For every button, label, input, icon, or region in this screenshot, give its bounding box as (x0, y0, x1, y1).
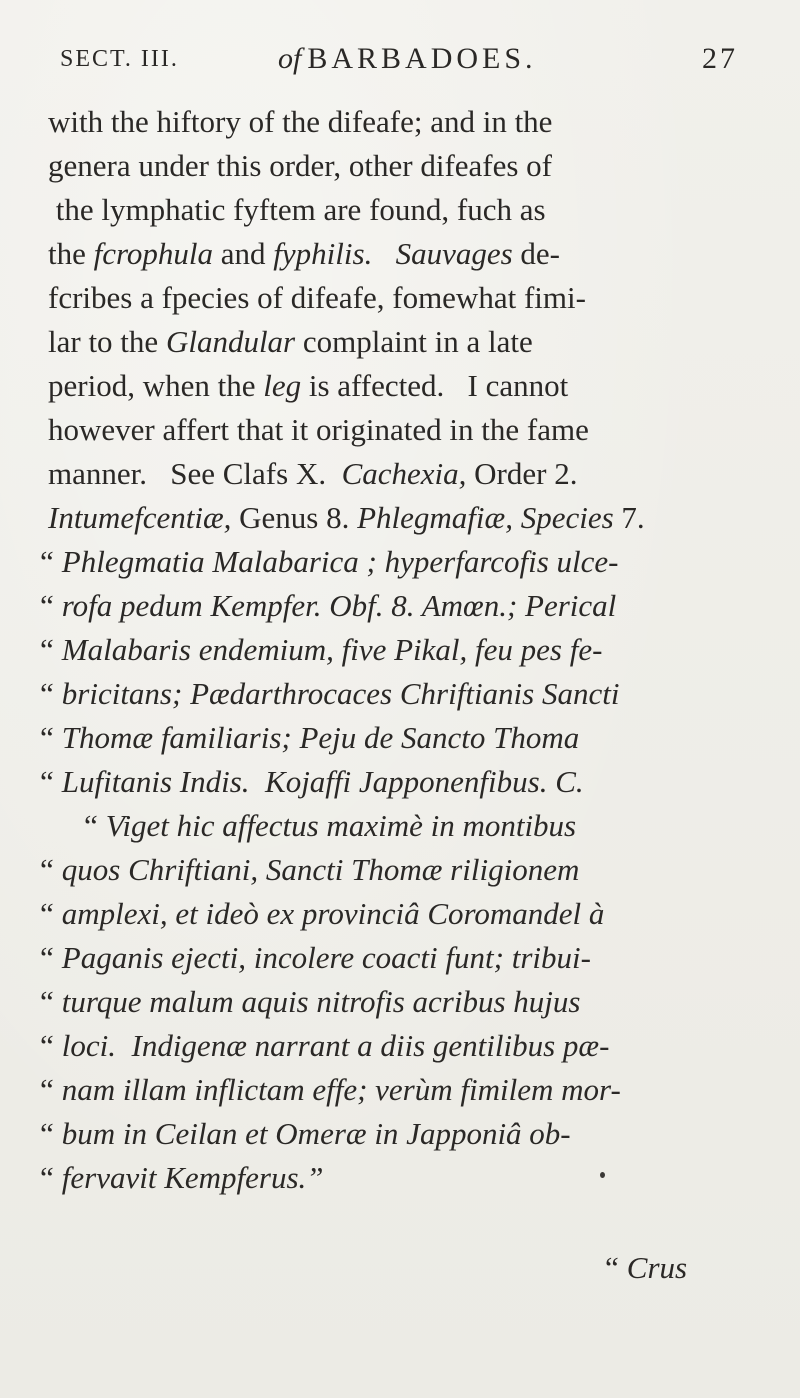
text-segment: bum in Ceilan et Omeræ in Japponiâ ob- (61, 1116, 571, 1151)
text-segment: fervavit Kempferus.” (61, 1160, 324, 1195)
text-segment: Cachexia, (341, 456, 467, 491)
text-line (48, 320, 533, 364)
text-segment: complaint in a late (295, 324, 533, 359)
text-segment: the (48, 236, 94, 271)
text-segment: fyphilis. (273, 236, 373, 271)
text-segment: Sauvages (395, 236, 513, 271)
text-segment: rofa pedum Kempfer. Obf. 8. Amœn.; Perical (61, 588, 617, 623)
text-segment: turque malum aquis nitrofis acribus hujus (61, 984, 581, 1019)
text-line (48, 188, 546, 232)
running-title (278, 42, 537, 76)
text-segment: Malabaris endemium, five Pikal, feu pes fe- (61, 632, 603, 667)
text-line (48, 408, 589, 452)
running-title-of: of (278, 42, 302, 75)
text-segment: quos Chriftiani, Sancti Thomæ riligionem (61, 852, 580, 887)
text-segment: is affected. I cannot (301, 368, 569, 403)
text-segment: Intumefcentiæ, (48, 500, 232, 535)
text-line (40, 672, 619, 716)
running-header (60, 40, 760, 88)
text-line (40, 936, 591, 980)
text-segment: Phlegmatia Malabarica ; hyperfarcofis ulce- (61, 544, 619, 579)
quote-mark: “ (40, 1116, 54, 1151)
text-line (40, 628, 602, 672)
catchword-text: Crus (626, 1250, 688, 1285)
quote-mark: “ (40, 764, 54, 799)
text-segment: Genus 8. (231, 500, 358, 535)
text-segment: period, when the (48, 368, 264, 403)
text-segment: Species (520, 500, 614, 535)
text-segment: fcrophula (93, 236, 214, 271)
text-segment: nam illam inflictam effe; verùm fimilem mor- (61, 1072, 621, 1107)
text-line (40, 760, 584, 804)
quote-mark: “ (40, 896, 54, 931)
text-line (48, 232, 560, 276)
text-line (48, 276, 586, 320)
text-line (84, 804, 576, 848)
text-segment: 7. (613, 500, 645, 535)
text-segment: Order 2. (466, 456, 578, 491)
quote-mark: “ (40, 1160, 54, 1195)
text-line (40, 980, 580, 1024)
text-segment: with the hiftory of the difeafe; and in the (48, 104, 553, 139)
text-line (40, 584, 616, 628)
ink-speck (600, 1172, 605, 1178)
text-segment: Thomæ familiaris; Peju de Sancto Thoma (61, 720, 580, 755)
quote-mark: “ (40, 720, 54, 755)
text-segment (372, 236, 395, 271)
text-segment: leg (263, 368, 302, 403)
section-label: SECT. III. (60, 46, 179, 72)
text-line (48, 100, 552, 144)
text-line (40, 1112, 571, 1156)
quote-mark: “ (40, 632, 54, 667)
text-line (40, 716, 579, 760)
running-title-text: BARBADOES. (307, 42, 537, 75)
text-segment: Lufitanis Indis. Kojaffi Japponenfibus. C. (61, 764, 584, 799)
text-segment: de- (512, 236, 561, 271)
text-line (48, 452, 577, 496)
text-line (40, 892, 604, 936)
text-line (48, 496, 645, 540)
catchword (605, 1250, 687, 1286)
quote-mark: “ (40, 984, 54, 1019)
quote-mark: “ (40, 676, 54, 711)
text-segment: Phlegmafiæ, (357, 500, 513, 535)
text-line (40, 1024, 609, 1068)
text-segment: Glandular (165, 324, 296, 359)
text-segment: however affert that it originated in the fame (48, 412, 589, 447)
page-number: 27 (702, 42, 738, 75)
text-segment: lar to the (48, 324, 166, 359)
text-line (40, 540, 619, 584)
text-segment: and (213, 236, 274, 271)
text-segment: amplexi, et ideò ex provinciâ Coromandel à (61, 896, 605, 931)
text-segment: Paganis ejecti, incolere coacti funt; tribui- (61, 940, 591, 975)
quote-mark: “ (84, 808, 98, 843)
text-segment: manner. See Clafs X. (48, 456, 342, 491)
text-line (40, 848, 579, 892)
text-segment: Viget hic affectus maximè in montibus (105, 808, 577, 843)
text-segment: genera under this order, other difeafes of (48, 148, 553, 183)
text-line (40, 1068, 621, 1112)
text-segment: bricitans; Pædarthrocaces Chriftianis Sancti (61, 676, 620, 711)
quote-mark: “ (40, 544, 54, 579)
text-segment: loci. Indigenæ narrant a diis gentilibus pæ- (61, 1028, 610, 1063)
text-segment (513, 500, 521, 535)
quote-mark: “ (40, 1072, 54, 1107)
text-line (48, 364, 568, 408)
quote-mark: “ (40, 940, 54, 975)
catchword-quote: “ (605, 1250, 619, 1285)
text-segment: fcribes a fpecies of difeafe, fomewhat fimi- (48, 280, 586, 315)
text-segment: the lymphatic fyftem are found, fuch as (48, 192, 546, 227)
text-line (40, 1156, 324, 1200)
text-line (48, 144, 552, 188)
quote-mark: “ (40, 852, 54, 887)
quote-mark: “ (40, 588, 54, 623)
quote-mark: “ (40, 1028, 54, 1063)
